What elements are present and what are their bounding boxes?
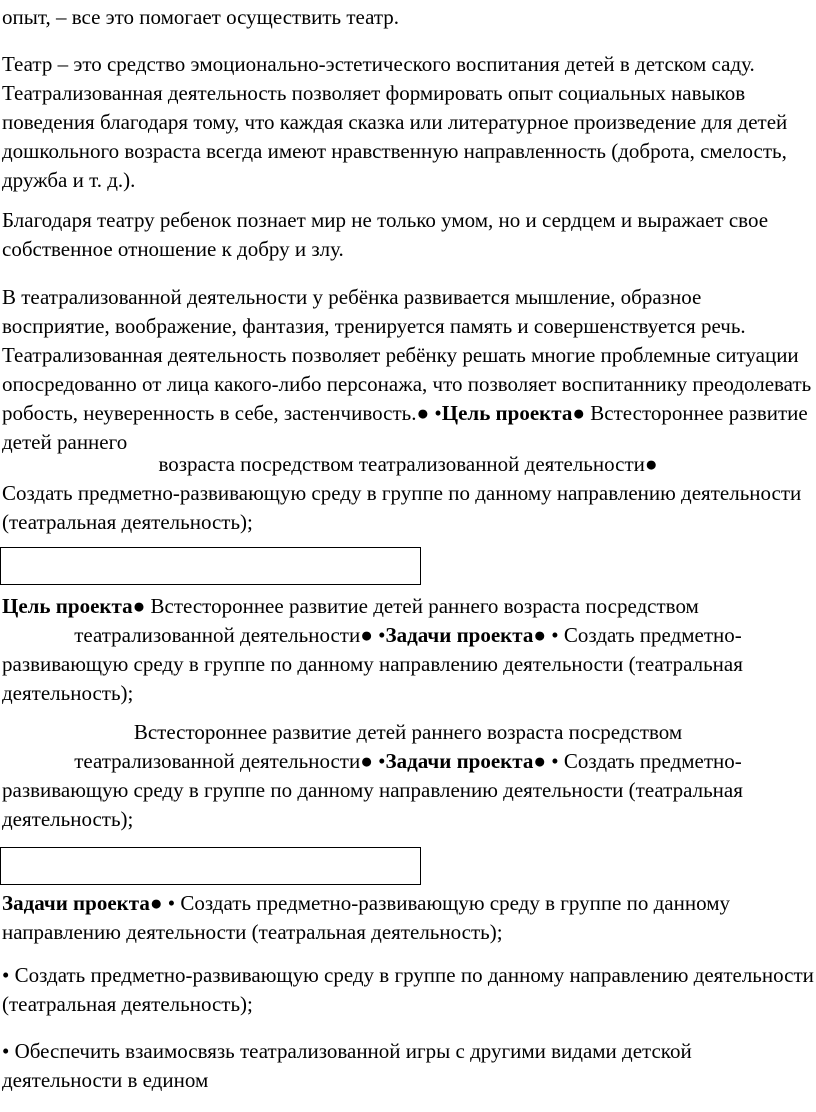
project-tasks-heading: Задачи проекта [385, 623, 534, 647]
goal-repeat-text: ● Встестороннее развитие детей раннего возраста посредством [132, 594, 699, 618]
goal-text-start: ● Встестороннее развитие детей раннего [2, 401, 808, 454]
project-goal-heading: Цель проекта [441, 401, 573, 425]
project-goal-heading-2: Цель проекта [2, 594, 133, 618]
tasks-line-3-tail: ● • Создать предметно- [533, 749, 742, 773]
paragraph-create-environment: Создать предметно-развивающую среду в группе по данному направлению деятельности (театральная деятельность); [2, 481, 802, 534]
tasks-line-1-text: театрализованной деятельности● • [74, 623, 386, 647]
development-text: В театрализованной деятельности у ребёнка развивается мышление, образное восприятие, воображение, фантазия, тренируется память и совершенствуется речь. Театрализованная деятельность позволяет ребёнку решать многие проблемные ситуации опосредованно от лица какого-либо персонажа, что позволяет воспитаннику преодолевать робость, неуверенность в себе, застенчивость. [2, 285, 812, 425]
paragraph-goal-repeat [2, 592, 814, 621]
project-tasks-heading-3: Задачи проекта [2, 891, 150, 915]
paragraph-tasks-line-3 [2, 747, 814, 776]
project-tasks-heading-2: Задачи проекта [385, 749, 534, 773]
tasks-line-3-text: театрализованной деятельности● • [74, 749, 386, 773]
tasks-main-text: ● • Создать предметно-развивающую среду в группе по данному направлению деятельности (театральная деятельность); [2, 891, 730, 944]
paragraph-development [2, 283, 814, 457]
paragraph-theatre-education: Театр – это средство эмоционально-эстетического воспитания детей в детском саду. Театрализованная деятельность позволяет формировать опыт социальных навыков поведения благодаря тому, что каждая сказка или литературное произведение для детей дошкольного возраста всегда имеют нравственную направленность (доброта, смелость, дружба и т. д.). [2, 52, 788, 192]
empty-frame-1 [0, 547, 421, 585]
empty-frame-2 [0, 847, 421, 885]
paragraph-goal-centered: Встестороннее развитие детей раннего возраста посредством [133, 720, 683, 744]
bullet-glyphs: ● • [416, 401, 442, 425]
list-item-ensure-connection: • Обеспечить взаимосвязь театрализованной игры с другими видами детской деятельности в едином [2, 1039, 692, 1092]
tasks-line-1-tail: ● • Создать предметно- [533, 623, 742, 647]
paragraph-goal-continuation: возраста посредством театрализованной деятельности● [158, 452, 658, 476]
list-item-create-environment: • Создать предметно-развивающую среду в группе по данному направлению деятельности (театральная деятельность); [2, 963, 814, 1016]
paragraph-tasks-line-1 [2, 621, 814, 650]
paragraph-intro-fragment: опыт, – все это помогает осуществить театр. [2, 5, 400, 29]
paragraph-tasks-main [2, 889, 814, 947]
paragraph-tasks-line-2: развивающую среду в группе по данному направлению деятельности (театральная деятельность); [2, 652, 743, 705]
paragraph-tasks-line-4: развивающую среду в группе по данному направлению деятельности (театральная деятельность); [2, 778, 743, 831]
paragraph-world-heart: Благодаря театру ребенок познает мир не только умом, но и сердцем и выражает свое собственное отношение к добру и злу. [2, 208, 769, 261]
